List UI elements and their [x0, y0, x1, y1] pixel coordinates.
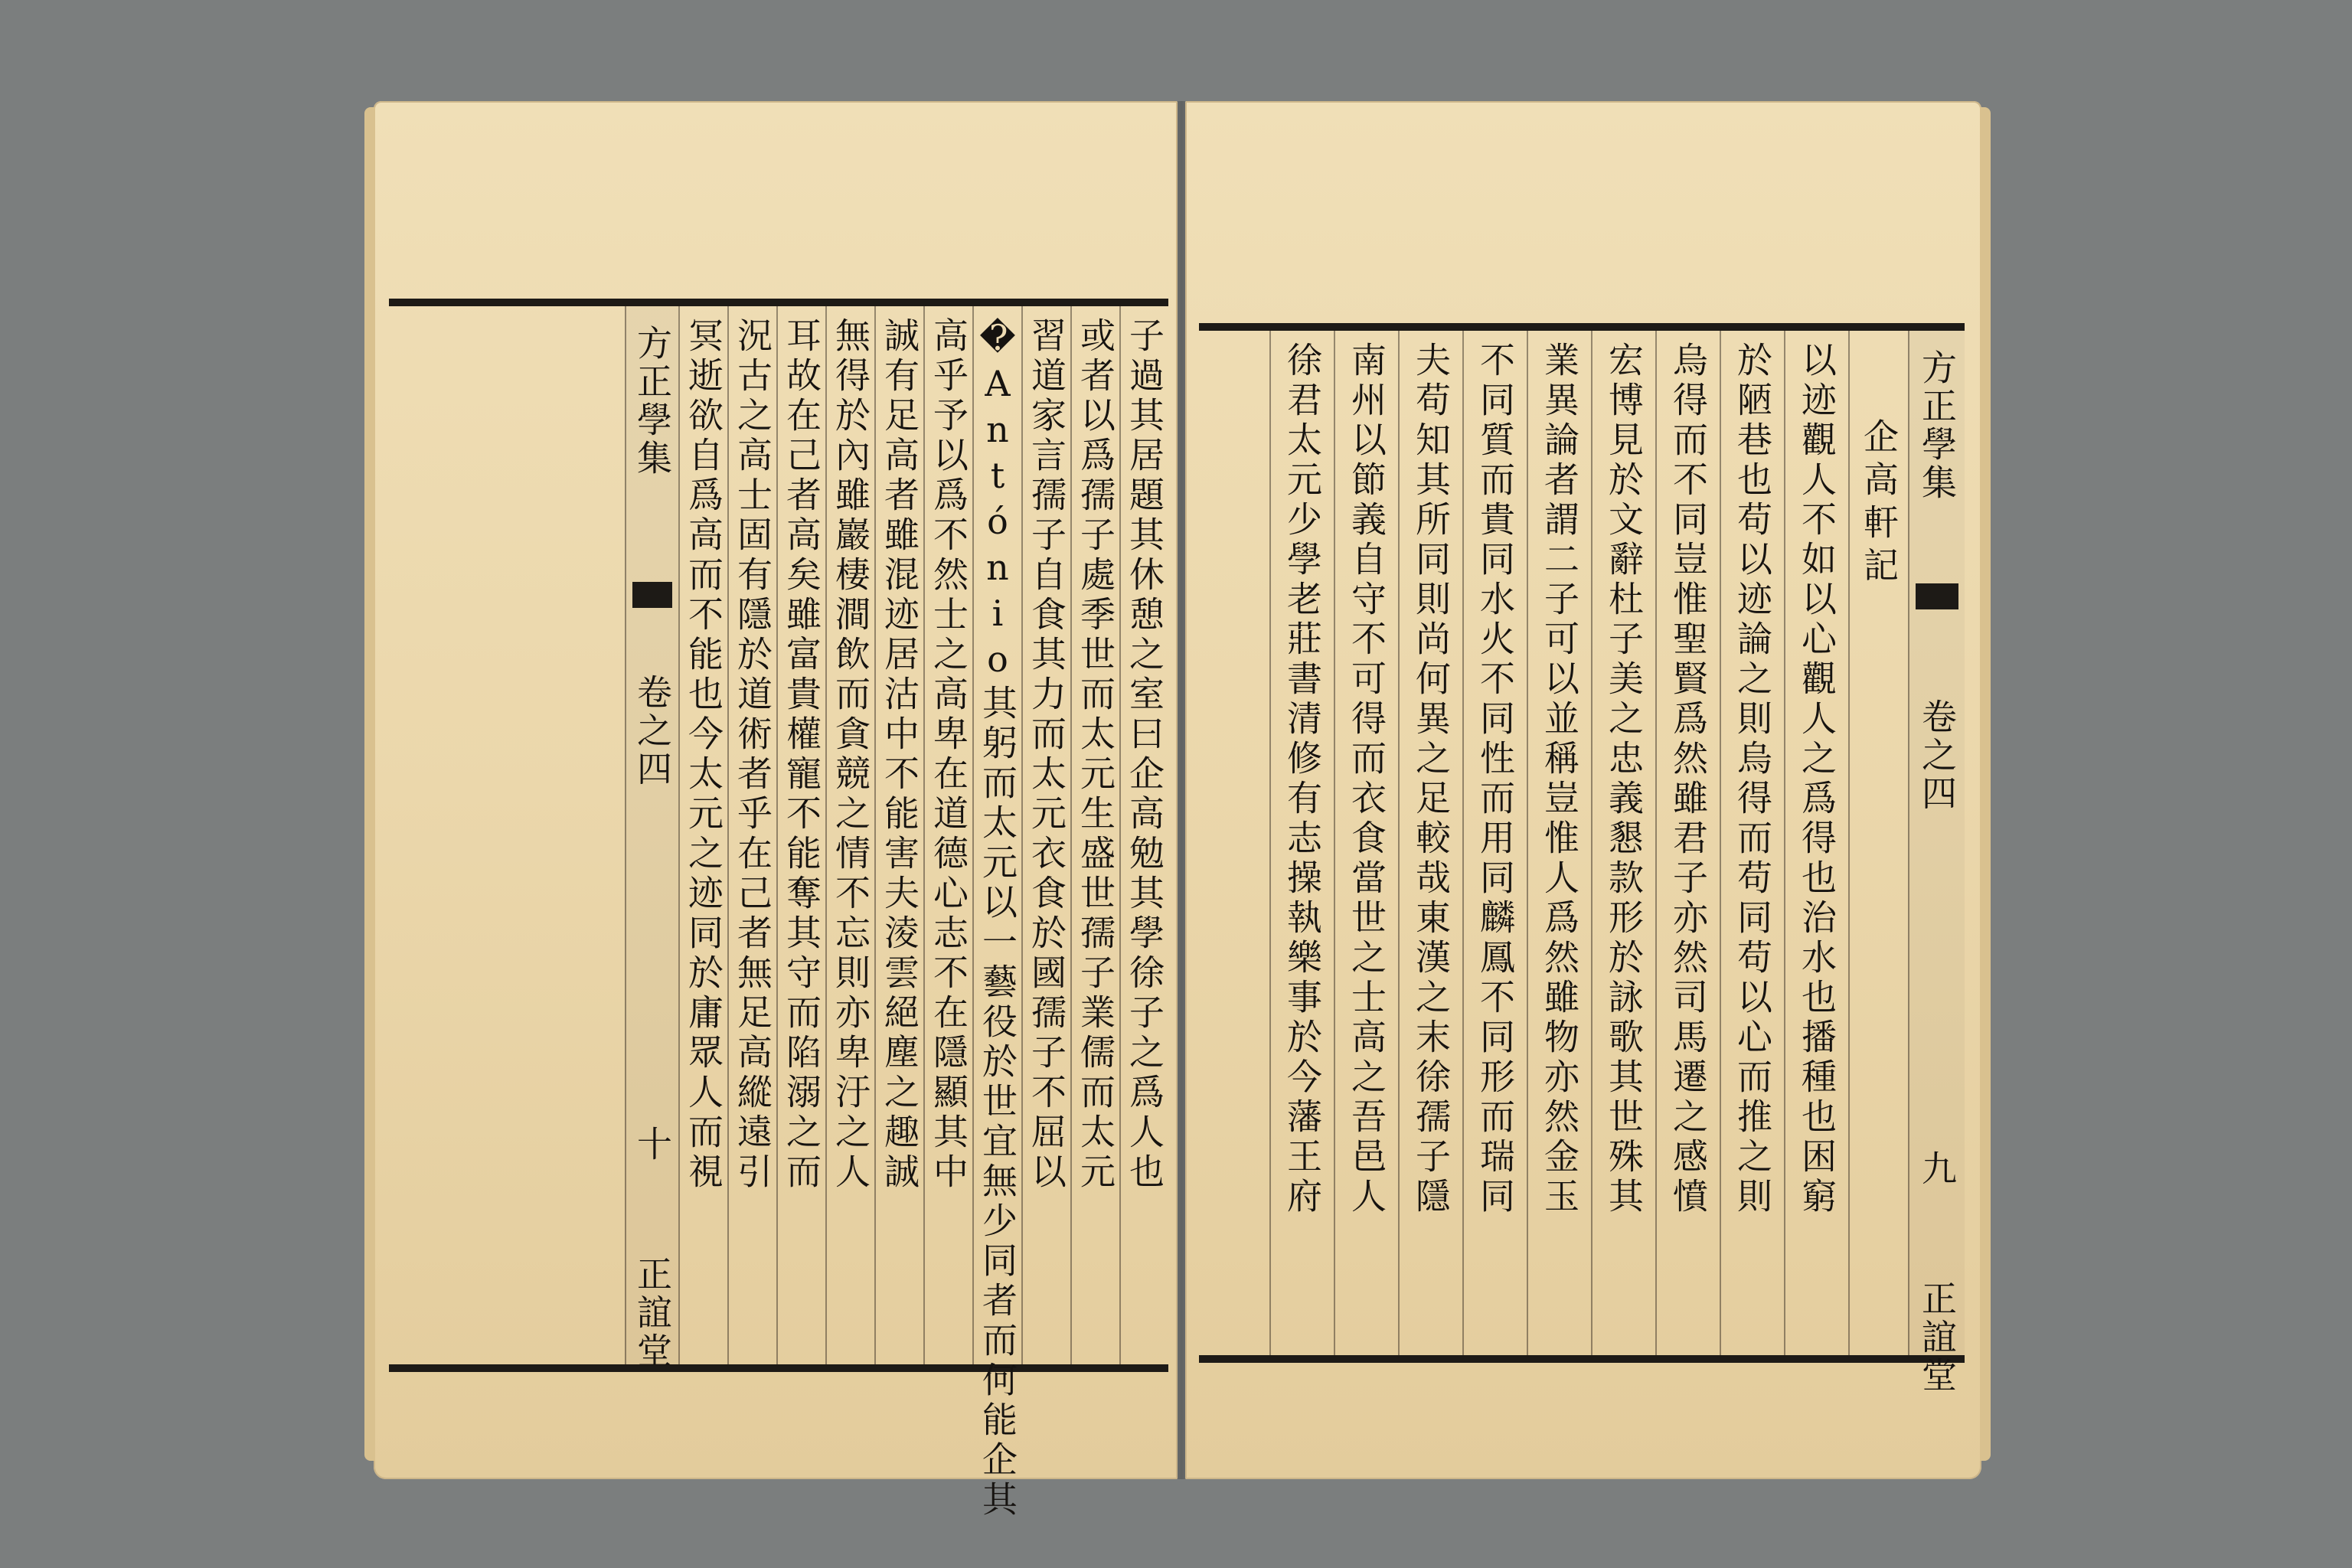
text-column: 於陋巷也苟以迹論之則烏得而苟同苟以心而推之則: [1720, 331, 1784, 1355]
left-text-frame: [389, 299, 1168, 1521]
heart-studio-name: 正誼堂: [632, 1256, 673, 1370]
text-column: 誠有足高者雖混迹居沽中不能害夫淩雲絕塵之趣誠: [874, 306, 923, 1364]
right-page: [1185, 101, 1981, 1479]
text-column: 耳故在己者高矣雖富貴權寵不能奪其守而陷溺之而: [776, 306, 825, 1364]
text-column: 高乎予以爲不然士之高卑在道德心志不在隱顯其中: [923, 306, 972, 1364]
fishtail-mark: [632, 582, 672, 608]
right-text-frame: [1199, 323, 1965, 1395]
text-column: 南州以節義自守不可得而衣食當世之士高之吾邑人: [1334, 331, 1398, 1355]
heart-studio-name: 正誼堂: [1916, 1280, 1958, 1395]
text-column: 夫苟知其所同則尚何異之足較哉東漢之末徐孺子隱: [1398, 331, 1462, 1355]
fishtail-mark: [1916, 583, 1958, 609]
page-edges-right: [1980, 107, 1991, 1461]
text-column: �António其躬而太元以一藝役於世宜無少同者而何能企其: [972, 306, 1021, 1364]
heart-collection-title: 方正學集: [632, 325, 673, 478]
text-column: 不同質而貴同水火不同性而用同麟鳳不同形而瑞同: [1462, 331, 1527, 1355]
text-column: 徐君太元少學老莊書清修有志操執樂事於今藩王府: [1269, 331, 1334, 1355]
left-page: [374, 101, 1178, 1521]
block-heart-left: [625, 306, 678, 1370]
block-heart-right: [1908, 331, 1965, 1395]
text-column: 或者以爲孺子處季世而太元生盛世孺子業儒而太元: [1070, 306, 1119, 1364]
heart-volume: 卷之四: [1916, 698, 1958, 813]
text-column: 以迹觀人不如以心觀人之爲得也治水也播種也困窮: [1784, 331, 1848, 1355]
text-column: 況古之高士固有隱於道術者乎在己者無足高縱遠引: [727, 306, 776, 1364]
heart-leaf-number: 九: [1916, 1150, 1958, 1188]
heart-collection-title: 方正學集: [1916, 349, 1958, 502]
text-column: 宏博見於文辭杜子美之忠義懇款形於詠歌其世殊其: [1591, 331, 1655, 1355]
essay-title: 企高軒記: [1848, 331, 1908, 1355]
text-column: 業異論者謂二子可以並稱豈惟人爲然雖物亦然金玉: [1527, 331, 1591, 1355]
text-column: 習道家言孺子自食其力而太元衣食於國孺子不屈以: [1021, 306, 1070, 1364]
open-book: [374, 101, 1981, 1521]
text-column: 子過其居題其休憩之室曰企高勉其學徐子之爲人也: [1119, 306, 1168, 1364]
text-column: 冥逝欲自爲高而不能也今太元之迹同於庸眾人而視: [678, 306, 727, 1364]
text-column: 烏得而不同豈惟聖賢爲然雖君子亦然司馬遷之感憤: [1655, 331, 1720, 1355]
heart-volume: 卷之四: [632, 674, 673, 789]
text-column: 無得於內雖巖棲澗飲而貪競之情不忘則亦卑汙之人: [825, 306, 874, 1364]
page-edges-left: [364, 107, 375, 1461]
heart-leaf-number: 十: [632, 1125, 673, 1164]
